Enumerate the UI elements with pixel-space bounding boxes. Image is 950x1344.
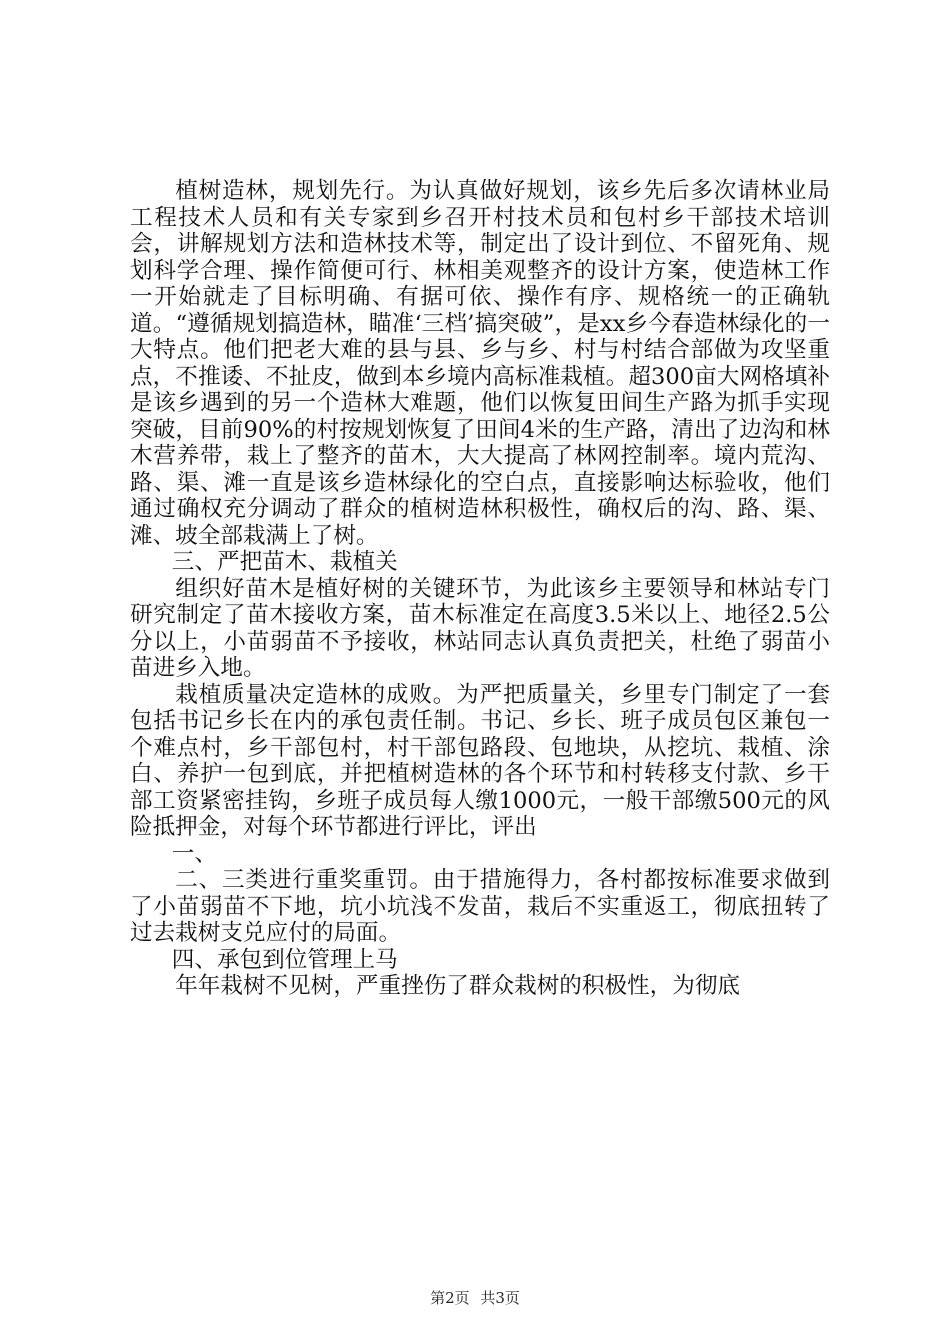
- paragraph-management: 年年栽树不见树，严重挫伤了群众栽树的积极性，为彻底: [175, 973, 741, 999]
- page-number: 第2页: [430, 1289, 470, 1307]
- page-total: 共3页: [480, 1289, 520, 1307]
- section-heading-seedlings: 三、严把苗木、栽植关: [171, 549, 398, 575]
- paragraph-fragment-one: 一、: [171, 840, 217, 867]
- document-body: [130, 178, 830, 1000]
- paragraph-planting-quality: 栽植质量决定造林的成败。为严把质量关，乡里专门制定了一套包括书记乡长在内的承包责任制。书记、乡长、班子成员包区兼包一个难点村，乡干部包村，村干部包路段、包地块，从挖坑、栽植、涂白、养护一包到底，并把植树造林的各个环节和村转移支付款、乡干部工资紧密挂钩，乡班子成员每人缴1000元，一般干部缴500元的风险抵押金，对每个环节都进行评比，评出: [130, 681, 830, 840]
- section-heading-management: 四、承包到位管理上马: [171, 946, 398, 973]
- paragraph-planning: 植树造林，规划先行。为认真做好规划，该乡先后多次请林业局工程技术人员和有关专家到乡召开村技术员和包村乡干部技术培训会，讲解规划方法和造林技术等，制定出了设计到位、不留死角、规划科学合理、操作简便可行、林相美观整齐的设计方案，使造林工作一开始就走了目标明确、有据可依、操作有序、规格统一的正确轨道。“遵循规划搞造林，瞄准‘三档’搞突破”，是xx乡今春造林绿化的一大特点。他们把老大难的县与县、乡与乡、村与村结合部做为攻坚重点，不推诿、不扯皮，做到本乡境内高标准栽植。超300亩大网格填补是该乡遇到的另一个造林大难题，他们以恢复田间生产路为抓手实现突破，目前90%的村按规划恢复了田间4米的生产路，清出了边沟和林木营养带，栽上了整齐的苗木，大大提高了林网控制率。境内荒沟、路、渠、滩一直是该乡造林绿化的空白点，直接影响达标验收，他们通过确权充分调动了群众的植树造林积极性，确权后的沟、路、渠、滩、坡全部栽满上了树。: [130, 178, 830, 549]
- paragraph-seedlings: 组织好苗木是植好树的关键环节，为此该乡主要领导和林站专门研究制定了苗木接收方案，苗木标准定在高度3.5米以上、地径2.5公分以上，小苗弱苗不予接收，林站同志认真负责把关，杜绝了弱苗小苗进乡入地。: [130, 575, 830, 681]
- paragraph-rewards: 二、三类进行重奖重罚。由于措施得力，各村都按标准要求做到了小苗弱苗不下地，坑小坑浅不发苗，栽后不实重返工，彻底扭转了过去栽树支兑应付的局面。: [130, 867, 830, 946]
- page-footer: [0, 1287, 950, 1308]
